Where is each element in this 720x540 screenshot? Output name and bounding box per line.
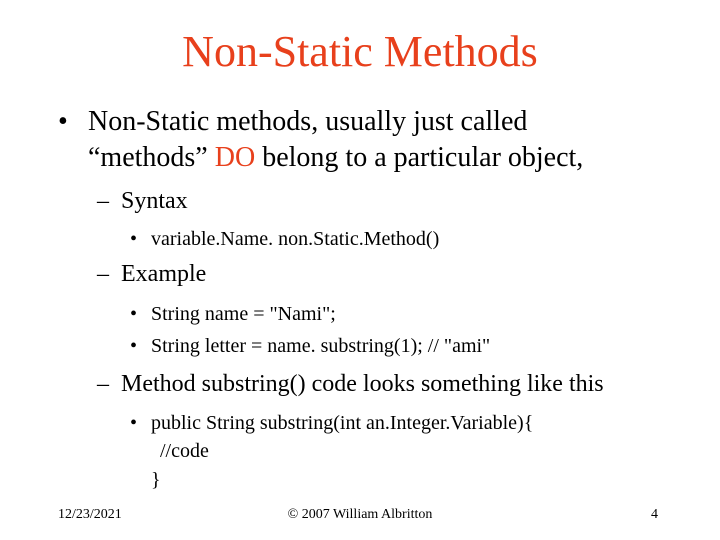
method-dash: – [97,371,109,397]
method-code-line1: public String substring(int an.Integer.Variable){ [151,412,534,434]
syntax-item-bullet: • [130,228,138,250]
footer-page-number: 4 [651,507,658,522]
syntax-heading: Syntax [121,188,188,214]
footer-copyright: © 2007 William Albritton [287,507,433,522]
footer-date: 12/23/2021 [58,507,122,522]
example-item-bullet-2: • [130,335,138,357]
method-code-line3: } [151,469,161,491]
main-point-line1: Non-Static methods, usually just called [88,106,528,137]
main-point-line2-after: belong to a particular object, [255,142,584,173]
example-item-2: String letter = name. substring(1); // "ami" [151,335,491,357]
example-dash: – [97,261,109,287]
method-heading: Method substring() code looks something like this [121,371,604,397]
slide-title: Non-Static Methods [182,27,538,76]
method-code-line2: //code [160,440,209,462]
main-point-highlight: DO [214,142,256,173]
main-bullet-marker: • [58,106,68,137]
method-item-bullet: • [130,412,138,434]
syntax-item: variable.Name. non.Static.Method() [151,228,440,250]
main-point-line2-before: “methods” [88,142,215,173]
example-item-1: String name = "Nami"; [151,303,336,325]
example-item-bullet-1: • [130,303,138,325]
syntax-dash: – [97,188,109,214]
main-point-line2 [88,141,583,175]
example-heading: Example [121,261,207,287]
